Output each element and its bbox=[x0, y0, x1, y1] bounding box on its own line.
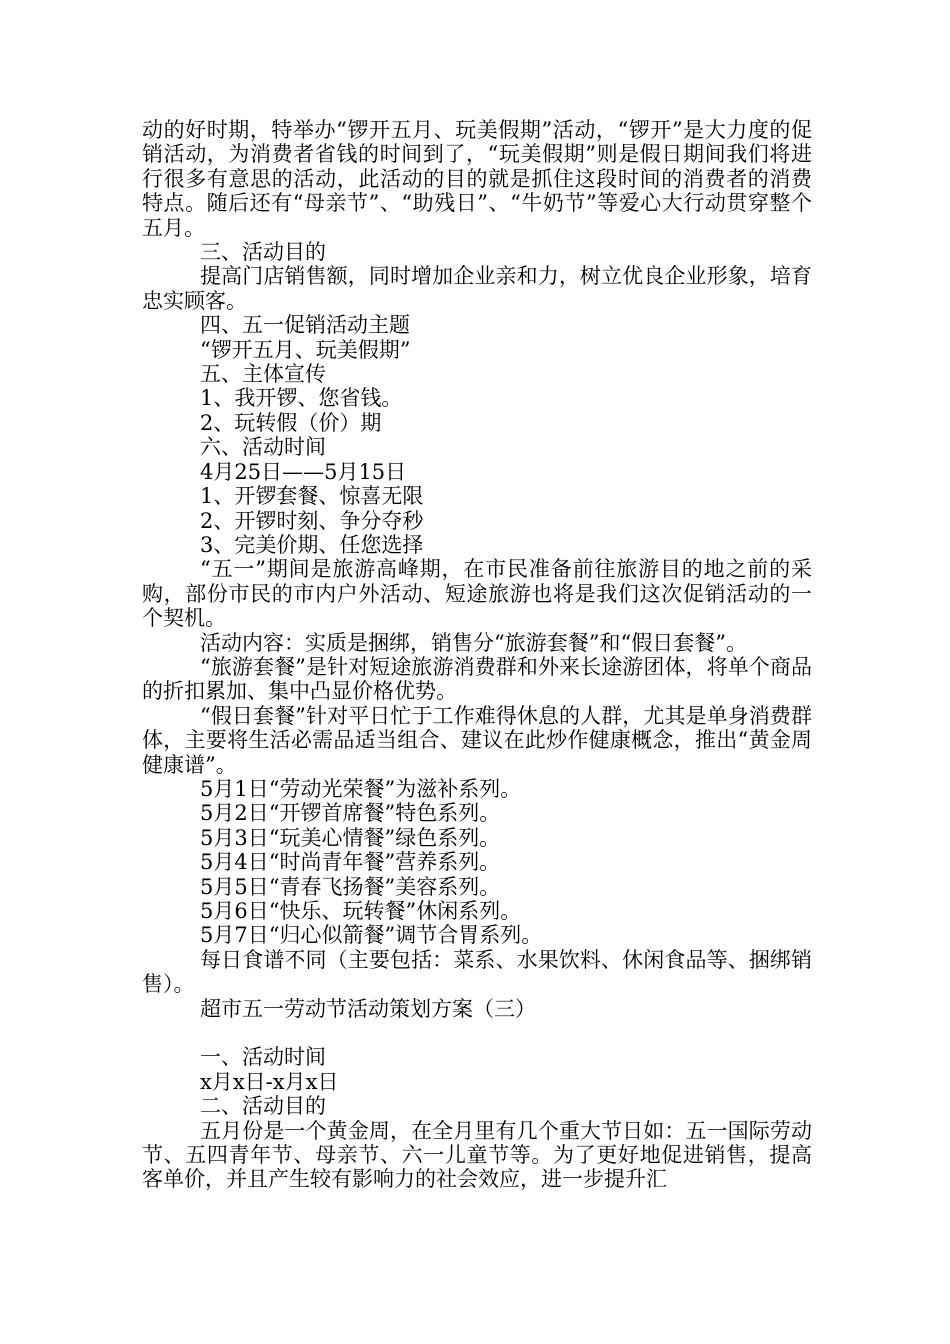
paragraph-tourism-peak: “五一”期间是旅游高峰期，在市民准备前往旅游目的地之前的采购，部份市民的市内户外活动、短途旅游也将是我们这次促销活动的一个契机。 bbox=[142, 557, 812, 631]
list-item-menu-may-7: 5月7日“归心似箭餐”调节合胃系列。 bbox=[200, 923, 543, 948]
list-item-menu-may-3: 5月3日“玩美心情餐”绿色系列。 bbox=[200, 825, 501, 850]
heading-activity-time: 六、活动时间 bbox=[200, 435, 326, 460]
list-item-menu-may-4: 5月4日“时尚青年餐”营养系列。 bbox=[200, 850, 501, 875]
list-item-menu-may-6: 5月6日“快乐、玩转餐”休闲系列。 bbox=[200, 899, 522, 923]
list-item-time-3: 3、完美价期、任您选择 bbox=[200, 532, 424, 557]
list-item-menu-may-1: 5月1日“劳动光荣餐”为滋补系列。 bbox=[200, 776, 522, 801]
blank-line bbox=[142, 1021, 812, 1045]
heading-main-publicity: 五、主体宣传 bbox=[200, 362, 326, 387]
heading-activity-time-2: 一、活动时间 bbox=[200, 1045, 326, 1070]
paragraph-activity-dates: 4月25日——5月15日 bbox=[200, 459, 407, 484]
list-item-publicity-1: 1、我开锣、您省钱。 bbox=[200, 386, 403, 411]
paragraph-activity-content: 活动内容：实质是捆绑，销售分“旅游套餐”和“假日套餐”。 bbox=[200, 630, 747, 655]
paragraph-golden-week: 五月份是一个黄金周，在全月里有几个重大节日如：五一国际劳动节、五四青年节、母亲节、六一儿童节等。为了更好地促进销售，提高客单价，并且产生较有影响力的社会效应，进一步提升汇 bbox=[142, 1118, 812, 1192]
paragraph-promotion-theme: “锣开五月、玩美假期” bbox=[200, 337, 411, 362]
paragraph-holiday-package: “假日套餐”针对平日忙于工作难得休息的人群，尤其是单身消费群体，主要将生活必需品适当组合、建议在此炒作健康概念，推出“黄金周健康谱”。 bbox=[142, 703, 812, 777]
list-item-time-2: 2、开锣时刻、争分夺秒 bbox=[200, 508, 424, 533]
heading-activity-purpose: 三、活动目的 bbox=[200, 240, 326, 265]
paragraph-activity-dates-2: x月x日-x月x日 bbox=[200, 1069, 339, 1094]
list-item-publicity-2: 2、玩转假（价）期 bbox=[200, 410, 382, 435]
section-title-plan-three: 超市五一劳动节活动策划方案（三） bbox=[200, 996, 536, 1021]
list-item-time-1: 1、开锣套餐、惊喜无限 bbox=[200, 484, 424, 509]
paragraph-travel-package: “旅游套餐”是针对短途旅游消费群和外来长途游团体，将单个商品的折扣累加、集中凸显价格优势。 bbox=[142, 654, 812, 704]
heading-promotion-theme: 四、五一促销活动主题 bbox=[200, 313, 410, 338]
paragraph-daily-menu: 每日食谱不同（主要包括：菜系、水果饮料、休闲食品等、捆绑销售）。 bbox=[142, 947, 812, 997]
heading-activity-purpose-2: 二、活动目的 bbox=[200, 1094, 326, 1119]
document-page bbox=[142, 118, 812, 1192]
paragraph-activity-purpose: 提高门店销售额，同时增加企业亲和力，树立优良企业形象，培育忠实顾客。 bbox=[142, 264, 812, 313]
paragraph-intro-continued: 动的好时期，特举办“锣开五月、玩美假期”活动，“锣开”是大力度的促销活动，为消费者省钱的时间到了，“玩美假期”则是假日期间我们将进行很多有意思的活动，此活动的目的就是抓住这段时间的消费者的消费特点。随后还有“母亲节”、“助残日”、“牛奶节”等爱心大行动贯穿整个五月。 bbox=[142, 118, 812, 240]
list-item-menu-may-2: 5月2日“开锣首席餐”特色系列。 bbox=[200, 801, 501, 826]
list-item-menu-may-5: 5月5日“青春飞扬餐”美容系列。 bbox=[200, 874, 501, 899]
